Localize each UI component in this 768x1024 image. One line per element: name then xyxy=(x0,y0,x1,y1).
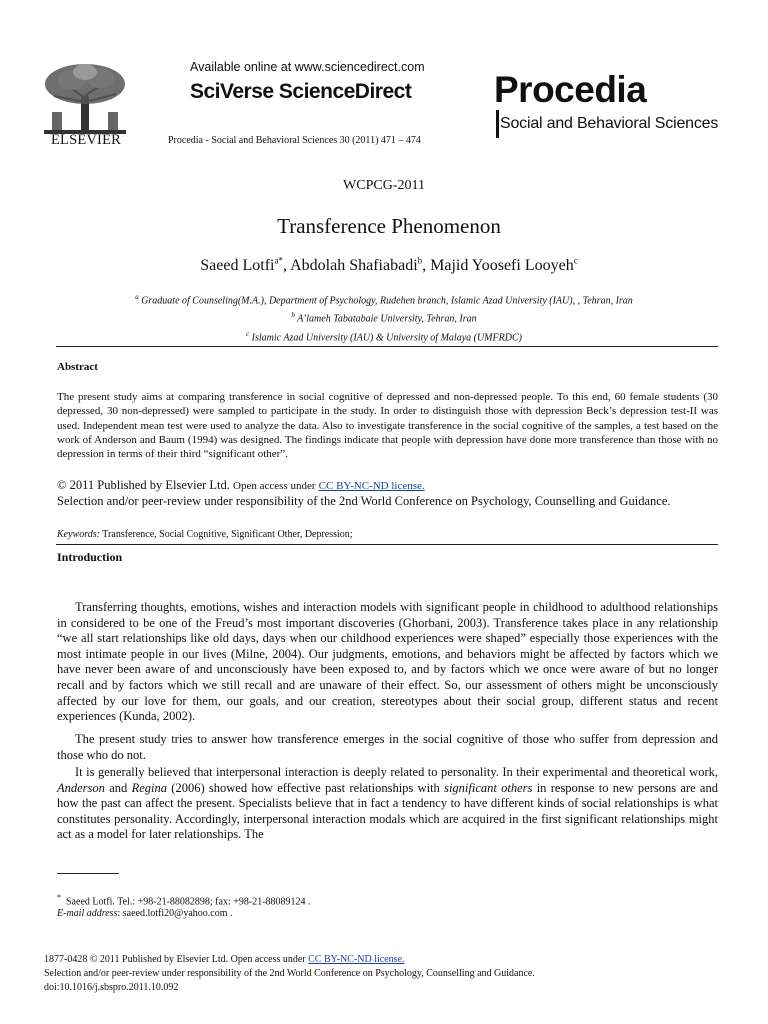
available-online-text: Available online at www.sciencedirect.com xyxy=(190,60,425,74)
footnote-rule xyxy=(57,873,119,874)
author-3: Majid Yoosefi Looyeh$^c$ xyxy=(430,256,578,275)
footer-copyright: 1877-0428 © 2011 Published by Elsevier Ltd. Open access under CC BY-NC-ND license. xyxy=(44,954,405,965)
conference-name: WCPCG-2011 xyxy=(343,178,425,193)
footer-doi[interactable]: doi:10.1016/j.sbspro.2011.10.092 xyxy=(44,982,179,993)
procedia-divider xyxy=(496,110,499,138)
paper-title: Transference Phenomenon xyxy=(277,214,501,238)
keywords: Keywords: Transference, Social Cognitive, Significant Other, Depression; xyxy=(57,529,353,540)
introduction-paragraph-2: The present study tries to answer how transference emerges in the social cognitive of those who suffer from depression and those who do not. xyxy=(57,732,718,762)
abstract-heading: Abstract xyxy=(57,361,98,373)
footnote-contact: * Saeed Lotfi. Tel.: +98-21-88082898; fax: +98-21-88089124 . xyxy=(57,893,311,908)
elsevier-tree-logo xyxy=(42,62,128,136)
affiliations xyxy=(0,290,768,345)
affiliation-a: $^a$ Graduate of Counseling(M.A.), Department of Psychology, Rudehen branch, Islamic Azad University (IAU), , Tehran, Iran xyxy=(135,293,633,307)
abstract-copyright: © 2011 Published by Elsevier Ltd. Open access under CC BY-NC-ND license. xyxy=(57,478,425,492)
publisher-name: ELSEVIER xyxy=(50,132,122,148)
sciverse-logo-text: SciVerse ScienceDirect xyxy=(190,80,412,103)
abstract-selection: Selection and/or peer-review under responsibility of the 2nd World Conference on Psychology, Counselling and Guidance. xyxy=(57,494,671,508)
author-1: Saeed Lotfi$^{a*}$, xyxy=(200,256,291,275)
author-2: Abdolah Shafiabadi$^b$, xyxy=(290,256,431,275)
procedia-title: Procedia xyxy=(494,69,647,110)
affiliation-b: $^b$ A’lameh Tabatabaie University, Tehran, Iran xyxy=(291,311,477,325)
procedia-subtitle: Social and Behavioral Sciences xyxy=(500,115,719,132)
affiliation-c: $^c$ Islamic Azad University (IAU) & University of Malaya (UMFRDC) xyxy=(246,329,522,343)
license-link[interactable]: CC BY-NC-ND license. xyxy=(318,480,425,492)
abstract-body: The present study aims at comparing transference in social cognitive of depressed and non-depressed people. To this end, 60 female students (30 depressed, 30 non-depressed) were sampled to participate in the study. In order to distinguish those with depression Beck’s depression test-II was used. Independent mean test were used to analyze the data. Also to investigate transference in the social cognitive of the samples, a test based on the work of Anderson and Baum (1994) was designed. The findings indicate that people with depression have done more transference than those with no depression in terms of their third “significant other”. xyxy=(57,391,718,461)
footer-selection: Selection and/or peer-review under responsibility of the 2nd World Conference on Psychology, Counselling and Guidance. xyxy=(44,968,535,979)
journal-citation: Procedia - Social and Behavioral Sciences 30 (2011) 471 – 474 xyxy=(168,135,421,146)
abstract-bottom-rule xyxy=(56,544,718,545)
abstract-top-rule xyxy=(56,346,718,347)
footnote-email: E-mail address: saeed.lotfi20@yahoo.com . xyxy=(57,908,233,919)
introduction-heading: Introduction xyxy=(57,550,123,564)
introduction-paragraph-1: Transferring thoughts, emotions, wishes and interaction models with significant people in childhood to adulthood relationships in considered to be one of the Freud’s most important discoveries (Ghorbani, 2003). Transference takes place in any relationship “we all start relationships like old days, days when our childhood experiences were shaped” especially those experiences with the most intimate people in our lives (Milne, 2004). Our judgments, emotions, and behaviors might be affected by factors which we have never been aware of and unconsciously have been exposed to, and by factors which we once were aware of but no longer recall and by factors which we still recall and are unaware of their effect. So, our assessment of others might be unconsciously affected by our love for them, our goals, and our creation, stereotypes about their social group, different status and recent experiences (Kunda, 2002). xyxy=(57,600,718,724)
footer-license-link[interactable]: CC BY-NC-ND license. xyxy=(308,954,405,965)
introduction-paragraph-3: It is generally believed that interpersonal interaction is deeply related to personality. In their experimental and theoretical work, Anderson and Regina (2006) showed how effective past relationships with significant others in response to new persons are and how the past can affect the present. Specialists believe that in fact a tendency to have different kinds of social relationships is what constitutes personality. Accordingly, interpersonal interaction modals which are acquired in the first significant relationships might act as a model for later relationships. The xyxy=(57,765,718,842)
author-list xyxy=(0,256,768,275)
